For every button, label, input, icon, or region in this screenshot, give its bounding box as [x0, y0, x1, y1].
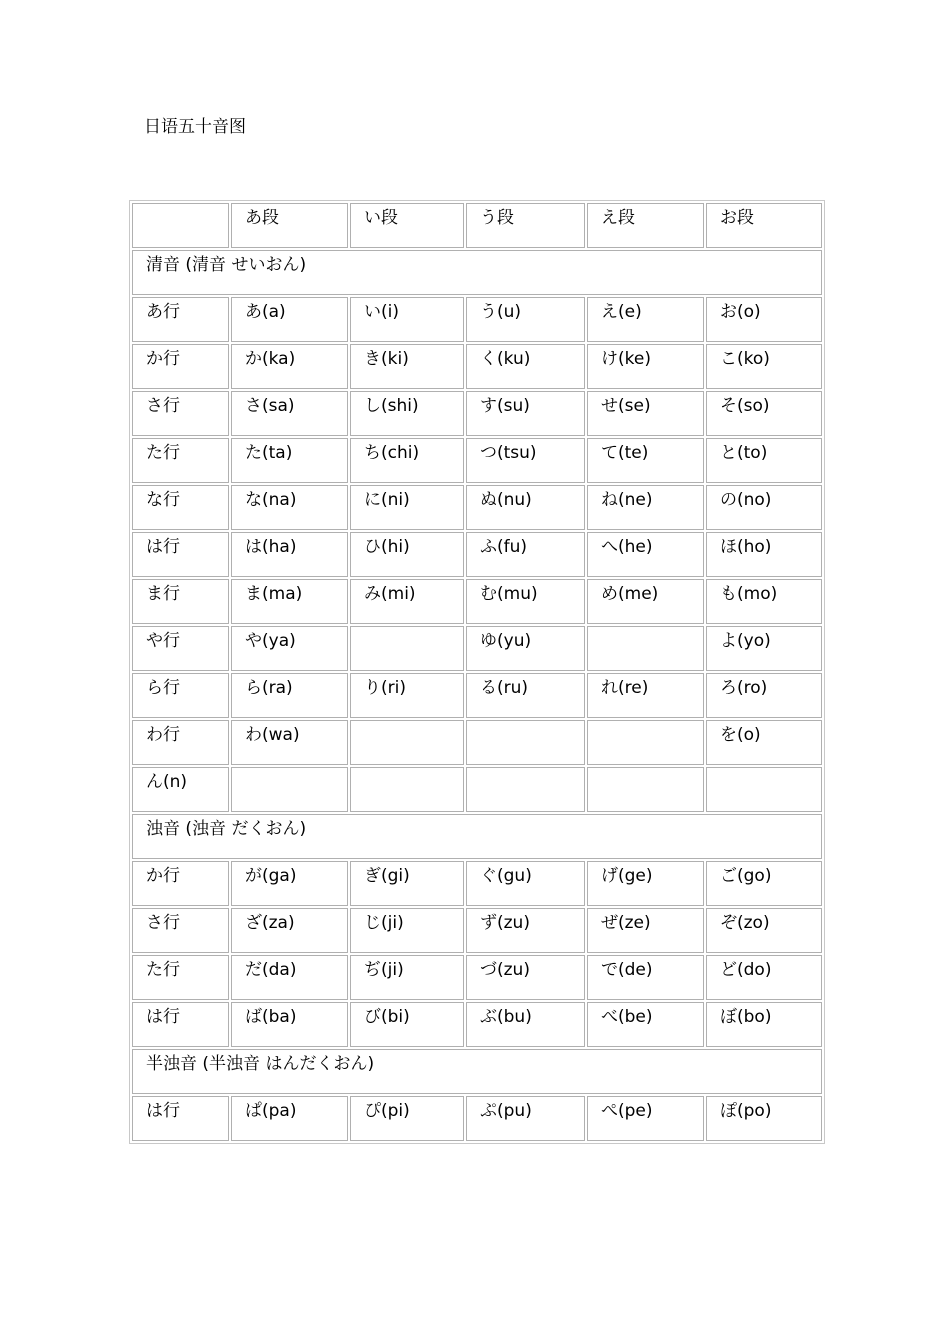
kana-cell: ど(do): [706, 955, 822, 1000]
section-label: 浊音 (浊音 だくおん): [132, 814, 822, 859]
kana-cell: を(o): [706, 720, 822, 765]
kana-cell: ご(go): [706, 861, 822, 906]
kana-cell: も(mo): [706, 579, 822, 624]
table-row: [132, 297, 822, 342]
kana-cell: [350, 720, 464, 765]
kana-cell: さ(sa): [231, 391, 348, 436]
table-row: [132, 391, 822, 436]
header-cell: [132, 203, 229, 248]
kana-cell: は(ha): [231, 532, 348, 577]
table-row: [132, 579, 822, 624]
kana-cell: じ(ji): [350, 908, 464, 953]
kana-cell: と(to): [706, 438, 822, 483]
kana-cell: へ(he): [587, 532, 704, 577]
table-row: [132, 673, 822, 718]
kana-cell: し(shi): [350, 391, 464, 436]
row-label-cell: わ行: [132, 720, 229, 765]
kana-cell: そ(so): [706, 391, 822, 436]
table-row: [132, 720, 822, 765]
kana-cell: ざ(za): [231, 908, 348, 953]
kana-cell: ゆ(yu): [466, 626, 585, 671]
kana-cell: ま(ma): [231, 579, 348, 624]
table-row: [132, 532, 822, 577]
row-label-cell: は行: [132, 1096, 229, 1141]
kana-cell: な(na): [231, 485, 348, 530]
row-label-cell: た行: [132, 955, 229, 1000]
kana-cell: ね(ne): [587, 485, 704, 530]
kana-cell: す(su): [466, 391, 585, 436]
table-body: [132, 203, 822, 1141]
kana-cell: だ(da): [231, 955, 348, 1000]
kana-cell: ぞ(zo): [706, 908, 822, 953]
row-label-cell: は行: [132, 1002, 229, 1047]
kana-cell: づ(zu): [466, 955, 585, 1000]
kana-cell: げ(ge): [587, 861, 704, 906]
kana-cell: み(mi): [350, 579, 464, 624]
kana-cell: う(u): [466, 297, 585, 342]
row-label-cell: か行: [132, 861, 229, 906]
header-cell: あ段: [231, 203, 348, 248]
table-row: [132, 1002, 822, 1047]
row-label-cell: ら行: [132, 673, 229, 718]
kana-cell: [587, 626, 704, 671]
kana-cell: ぼ(bo): [706, 1002, 822, 1047]
kana-cell: ら(ra): [231, 673, 348, 718]
header-cell: お段: [706, 203, 822, 248]
kana-cell: [706, 767, 822, 812]
kana-cell: ぴ(pi): [350, 1096, 464, 1141]
kana-cell: ぶ(bu): [466, 1002, 585, 1047]
table-row: [132, 626, 822, 671]
page-title: 日语五十音图: [144, 117, 246, 137]
row-label-cell: ま行: [132, 579, 229, 624]
gojuon-table: [129, 200, 825, 1144]
kana-cell: く(ku): [466, 344, 585, 389]
kana-cell: め(me): [587, 579, 704, 624]
kana-cell: [231, 767, 348, 812]
kana-cell: [587, 767, 704, 812]
kana-cell: る(ru): [466, 673, 585, 718]
row-label-cell: た行: [132, 438, 229, 483]
row-label-cell: さ行: [132, 908, 229, 953]
kana-cell: よ(yo): [706, 626, 822, 671]
kana-cell: て(te): [587, 438, 704, 483]
row-label-cell: ん(n): [132, 767, 229, 812]
kana-cell: ふ(fu): [466, 532, 585, 577]
kana-cell: に(ni): [350, 485, 464, 530]
kana-cell: ば(ba): [231, 1002, 348, 1047]
table-row: [132, 344, 822, 389]
table-row: [132, 485, 822, 530]
kana-cell: り(ri): [350, 673, 464, 718]
kana-cell: い(i): [350, 297, 464, 342]
section-label: 清音 (清音 せいおん): [132, 250, 822, 295]
section-label: 半浊音 (半浊音 はんだくおん): [132, 1049, 822, 1094]
kana-cell: ぺ(pe): [587, 1096, 704, 1141]
kana-cell: ほ(ho): [706, 532, 822, 577]
row-label-cell: か行: [132, 344, 229, 389]
kana-cell: れ(re): [587, 673, 704, 718]
kana-cell: べ(be): [587, 1002, 704, 1047]
kana-cell: あ(a): [231, 297, 348, 342]
kana-cell: で(de): [587, 955, 704, 1000]
kana-cell: わ(wa): [231, 720, 348, 765]
table-row: [132, 1096, 822, 1141]
kana-cell: [466, 767, 585, 812]
row-label-cell: な行: [132, 485, 229, 530]
kana-cell: ぎ(gi): [350, 861, 464, 906]
kana-cell: こ(ko): [706, 344, 822, 389]
kana-cell: や(ya): [231, 626, 348, 671]
kana-cell: ぽ(po): [706, 1096, 822, 1141]
header-cell: い段: [350, 203, 464, 248]
header-cell: う段: [466, 203, 585, 248]
kana-cell: せ(se): [587, 391, 704, 436]
kana-cell: た(ta): [231, 438, 348, 483]
kana-cell: き(ki): [350, 344, 464, 389]
section-row: [132, 814, 822, 859]
kana-cell: ぢ(ji): [350, 955, 464, 1000]
kana-cell: [350, 626, 464, 671]
row-label-cell: さ行: [132, 391, 229, 436]
table-row: [132, 767, 822, 812]
table-row: [132, 438, 822, 483]
table-header-row: [132, 203, 822, 248]
kana-cell: け(ke): [587, 344, 704, 389]
table-row: [132, 861, 822, 906]
kana-cell: の(no): [706, 485, 822, 530]
kana-cell: ず(zu): [466, 908, 585, 953]
row-label-cell: は行: [132, 532, 229, 577]
kana-cell: ぱ(pa): [231, 1096, 348, 1141]
kana-cell: え(e): [587, 297, 704, 342]
kana-cell: [587, 720, 704, 765]
kana-cell: び(bi): [350, 1002, 464, 1047]
kana-cell: ぜ(ze): [587, 908, 704, 953]
table-row: [132, 955, 822, 1000]
row-label-cell: あ行: [132, 297, 229, 342]
kana-cell: つ(tsu): [466, 438, 585, 483]
kana-cell: ち(chi): [350, 438, 464, 483]
table-row: [132, 908, 822, 953]
kana-cell: [466, 720, 585, 765]
kana-cell: お(o): [706, 297, 822, 342]
row-label-cell: や行: [132, 626, 229, 671]
kana-cell: か(ka): [231, 344, 348, 389]
kana-cell: ろ(ro): [706, 673, 822, 718]
section-row: [132, 1049, 822, 1094]
kana-cell: が(ga): [231, 861, 348, 906]
section-row: [132, 250, 822, 295]
kana-cell: ぐ(gu): [466, 861, 585, 906]
kana-cell: ぷ(pu): [466, 1096, 585, 1141]
header-cell: え段: [587, 203, 704, 248]
kana-cell: ひ(hi): [350, 532, 464, 577]
kana-cell: [350, 767, 464, 812]
kana-cell: む(mu): [466, 579, 585, 624]
kana-cell: ぬ(nu): [466, 485, 585, 530]
